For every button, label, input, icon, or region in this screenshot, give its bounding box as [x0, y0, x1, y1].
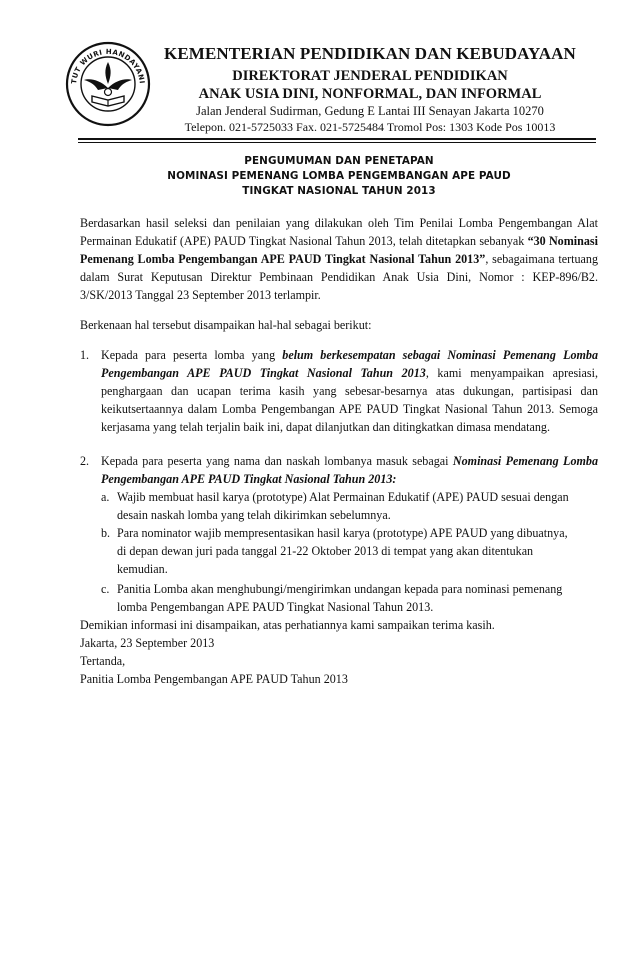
- directorate-subname: ANAK USIA DINI, NONFORMAL, DAN INFORMAL: [198, 86, 542, 102]
- announcement-year: TINGKAT NASIONAL TAHUN 2013: [242, 185, 436, 197]
- directorate-name: DIREKTORAT JENDERAL PENDIDIKAN: [232, 68, 508, 84]
- list-item-emphasis: Nominasi Pemenang Lomba Pengembangan APE PAUD Tingkat Nasional Tahun 2013:: [101, 454, 598, 486]
- office-address: Jalan Jenderal Sudirman, Gedung E Lantai III Senayan Jakarta 10270: [196, 104, 544, 118]
- ministry-name: KEMENTERIAN PENDIDIKAN DAN KEBUDAYAAN: [164, 44, 576, 63]
- office-contact: Telepon. 021-5725033 Fax. 021-5725484 Tromol Pos: 1303 Kode Pos 10013: [184, 120, 556, 134]
- closing-paragraph: Demikian informasi ini disampaikan, atas perhatiannya kami sampaikan terima kasih.: [80, 618, 495, 632]
- letterhead-rule-thick: [78, 138, 596, 140]
- letter-body: [80, 214, 598, 688]
- svg-text:TUT WURI HANDAYANI: TUT WURI HANDAYANI: [70, 47, 146, 85]
- tut-wuri-handayani-logo: [64, 40, 152, 128]
- list-item-emphasis: belum berkesempatan sebagai Nominasi Pemenang Lomba Pengembangan APE PAUD Tingkat Nasional Tahun 2013: [101, 348, 598, 380]
- list-item: 1. Kepada para peserta lomba yang belum berkesempatan sebagai Nominasi Pemenang Lomba Pengembangan APE PAUD Tingkat Nasional Tahun 2013, kami menyampaikan apresiasi, penghargaan dan ucapan terima kasih yang sebesar-besarnya atas dukungan, partisipasi dan keikutsertaannya dalam Lomba Pengembangan APE PAUD Tingkat Nasional Tahun 2013. Semoga kerjasama yang telah terjalin baik ini, dapat dilanjutkan dan ditingkatkan dimasa mendatang.: [80, 348, 598, 434]
- signature-label: Tertanda,: [80, 654, 126, 668]
- intro-paragraph: Berdasarkan hasil seleksi dan penilaian yang dilakukan oleh Tim Penilai Lomba Pengembangan Alat Permainan Edukatif (APE) PAUD Tingkat Nasional Tahun 2013, telah ditetapkan sebanyak “30 Nominasi Pemenang Lomba Pengembangan APE PAUD Tingkat Nasional Tahun 2013”, sebagaimana tertuang dalam Surat Keputusan Direktur Pembinaan Pendidikan Anak Usia Dini, Nomor : KEP-896/B2. 3/SK/2013 Tanggal 23 September 2013 terlampir.: [80, 216, 598, 302]
- announcement-subtitle: NOMINASI PEMENANG LOMBA PENGEMBANGAN APE PAUD: [167, 170, 511, 182]
- sub-list: [101, 488, 598, 616]
- list-item-number: 1.: [80, 348, 90, 362]
- list-item-number: 2.: [80, 454, 90, 468]
- letter-date: Jakarta, 23 September 2013: [80, 636, 215, 650]
- sub-list-item: c. Panitia Lomba akan menghubungi/mengirimkan undangan kepada para nominasi pemenang lomba Pengembangan APE PAUD Tingkat Nasional Tahun 2013.: [101, 582, 563, 614]
- list-item: 2. Kepada para peserta yang nama dan naskah lombanya masuk sebagai Nominasi Pemenang Lomba Pengembangan APE PAUD Tingkat Nasional Tahun 2013: a. Wajib membuat hasil karya (prototype) Alat Permainan Edukatif (APE) PAUD sesuai dengan desain naskah lomba yang telah dikirimkan sebelumnya. b. Para nominator wajib mempresentasikan hasil karya (prototype) APE PAUD yang dibuatnya, di depan dewan juri pada tanggal 21-22 Oktober 2013 di tempat yang akan ditentukan kemudian. c. Panitia Lomba akan menghubungi/mengirimkan undangan kepada para nominasi pemenang lomba Pengembangan APE PAUD Tingkat Nasional Tahun 2013.: [80, 454, 598, 614]
- nominee-count-emphasis: “30 Nominasi Pemenang Lomba Pengembangan APE PAUD Tingkat Nasional Tahun 2013”: [80, 234, 598, 266]
- signatory: Panitia Lomba Pengembangan APE PAUD Tahun 2013: [80, 672, 348, 686]
- announcement-title: PENGUMUMAN DAN PENETAPAN: [244, 155, 434, 167]
- sub-list-item: a. Wajib membuat hasil karya (prototype) Alat Permainan Edukatif (APE) PAUD sesuai dengan desain naskah lomba yang telah dikirimkan sebelumnya.: [101, 490, 569, 522]
- transition-paragraph: Berkenaan hal tersebut disampaikan hal-hal sebagai berikut:: [80, 318, 372, 332]
- sub-list-item: b. Para nominator wajib mempresentasikan hasil karya (prototype) APE PAUD yang dibuatnya, di depan dewan juri pada tanggal 21-22 Oktober 2013 di tempat yang akan ditentukan kemudian.: [101, 526, 568, 576]
- letterhead-rule-thin: [78, 142, 596, 143]
